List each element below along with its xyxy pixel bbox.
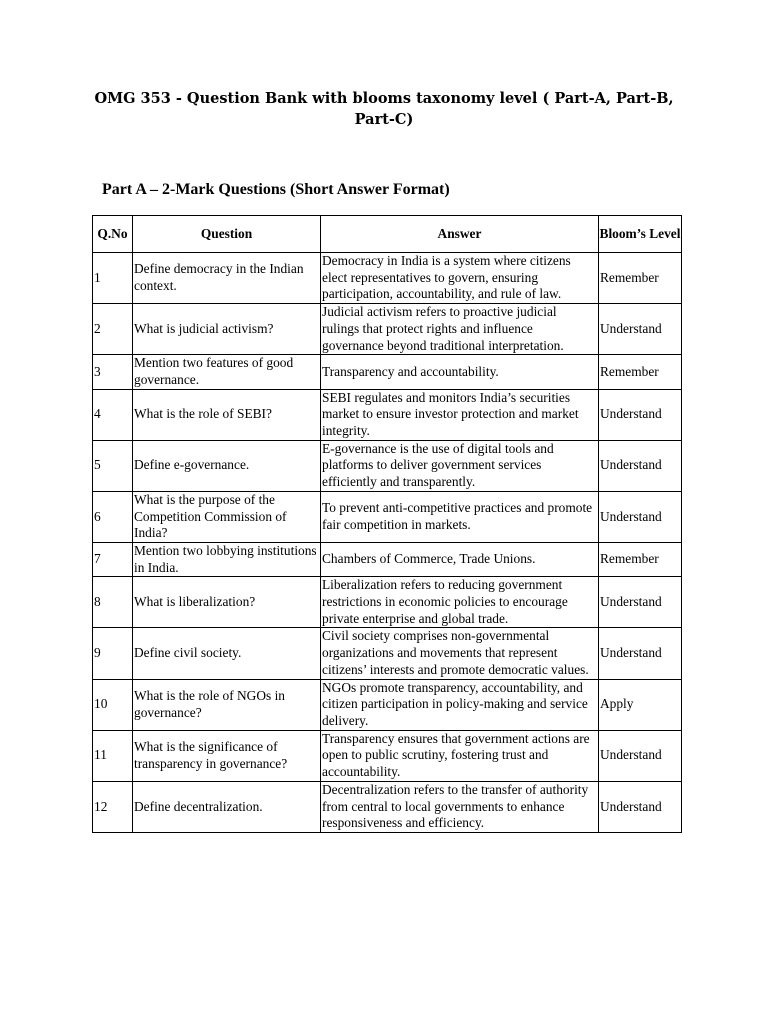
cell-qno: 9 [93,628,133,679]
table-row [93,730,682,781]
cell-answer: SEBI regulates and monitors India’s securities market to ensure investor protection and market integrity. [321,389,599,440]
table-row [93,542,682,576]
cell-level: Understand [599,628,682,679]
cell-question: What is liberalization? [133,577,321,628]
cell-level: Understand [599,304,682,355]
cell-question: What is the significance of transparency in governance? [133,730,321,781]
table-row [93,355,682,389]
cell-level: Understand [599,781,682,832]
header-qno: Q.No [93,216,133,253]
cell-question: What is the role of SEBI? [133,389,321,440]
cell-answer: Civil society comprises non-governmental organizations and movements that represent citizens’ interests and promote democratic values. [321,628,599,679]
cell-answer: Democracy in India is a system where citizens elect representatives to govern, ensuring participation, accountability, and rule of law. [321,253,599,304]
table-row [93,628,682,679]
cell-level: Remember [599,253,682,304]
cell-answer: E-governance is the use of digital tools and platforms to deliver government services efficiently and transparently. [321,440,599,491]
cell-qno: 7 [93,542,133,576]
cell-answer: Chambers of Commerce, Trade Unions. [321,542,599,576]
cell-qno: 12 [93,781,133,832]
cell-level: Understand [599,577,682,628]
cell-answer: Transparency ensures that government actions are open to public scrutiny, fostering trust and accountability. [321,730,599,781]
cell-answer: To prevent anti-competitive practices and promote fair competition in markets. [321,491,599,542]
cell-question: Mention two features of good governance. [133,355,321,389]
table-row [93,679,682,730]
cell-qno: 11 [93,730,133,781]
cell-answer: Liberalization refers to reducing government restrictions in economic policies to encourage private enterprise and global trade. [321,577,599,628]
cell-question: What is judicial activism? [133,304,321,355]
cell-question: Define decentralization. [133,781,321,832]
header-level: Bloom’s Level [599,216,682,253]
header-answer: Answer [321,216,599,253]
cell-question: Define democracy in the Indian context. [133,253,321,304]
cell-answer: Judicial activism refers to proactive judicial rulings that protect rights and influence governance beyond traditional interpretation. [321,304,599,355]
cell-qno: 10 [93,679,133,730]
cell-qno: 2 [93,304,133,355]
document-title: OMG 353 - Question Bank with blooms taxonomy level ( Part-A, Part-B, Part-C) [94,90,674,128]
table-row [93,491,682,542]
cell-level: Remember [599,542,682,576]
cell-level: Understand [599,389,682,440]
cell-level: Apply [599,679,682,730]
table-row [93,389,682,440]
question-table [92,215,682,833]
table-row [93,577,682,628]
cell-question: What is the role of NGOs in governance? [133,679,321,730]
cell-qno: 5 [93,440,133,491]
cell-level: Remember [599,355,682,389]
table-row [93,440,682,491]
header-question: Question [133,216,321,253]
cell-level: Understand [599,440,682,491]
cell-qno: 4 [93,389,133,440]
cell-question: Define e-governance. [133,440,321,491]
cell-qno: 3 [93,355,133,389]
cell-question: Mention two lobbying institutions in India. [133,542,321,576]
cell-level: Understand [599,730,682,781]
cell-answer: Decentralization refers to the transfer of authority from central to local governments to enhance responsiveness and efficiency. [321,781,599,832]
table-header-row [93,216,682,253]
cell-qno: 6 [93,491,133,542]
cell-level: Understand [599,491,682,542]
cell-qno: 1 [93,253,133,304]
cell-answer: Transparency and accountability. [321,355,599,389]
cell-question: What is the purpose of the Competition Commission of India? [133,491,321,542]
table-row [93,253,682,304]
table-row [93,304,682,355]
cell-qno: 8 [93,577,133,628]
cell-question: Define civil society. [133,628,321,679]
table-row [93,781,682,832]
section-heading: Part A – 2-Mark Questions (Short Answer Format) [102,181,450,198]
cell-answer: NGOs promote transparency, accountability, and citizen participation in policy-making and service delivery. [321,679,599,730]
